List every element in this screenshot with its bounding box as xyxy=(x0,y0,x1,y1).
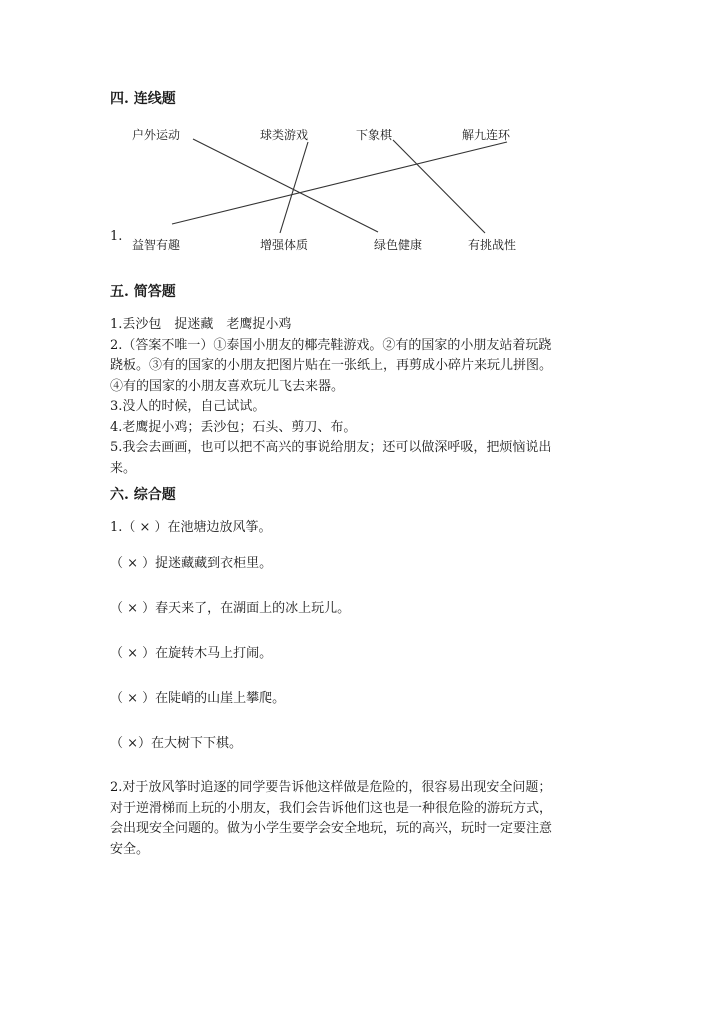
judgement-item: （ ×）在大树下下棋。 xyxy=(110,736,243,751)
answer-line: 2.对于放风筝时追逐的同学要告诉他这样做是危险的，很容易出现安全问题； xyxy=(110,780,552,795)
section4-heading: 四. 连线题 xyxy=(110,91,176,107)
answer-line: 来。 xyxy=(110,460,137,476)
bottom-node-healthy: 绿色健康 xyxy=(374,238,423,252)
answer-line: 对于逆滑梯而上玩的小朋友，我们会告诉他们这也是一种很危险的游玩方式， xyxy=(110,800,553,816)
top-node-nine-rings: 解九连环 xyxy=(462,128,511,142)
answer-line: 跷板。③有的国家的小朋友把图片贴在一张纸上，再剪成小碎片来玩儿拼图。 xyxy=(110,358,553,373)
bottom-node-challenging: 有挑战性 xyxy=(468,238,517,252)
judgement-item: （ × ）在旋转木马上打闹。 xyxy=(110,646,273,661)
bottom-node-educational: 益智有趣 xyxy=(132,238,181,252)
top-node-ball-games: 球类游戏 xyxy=(260,128,309,142)
section5-heading: 五. 简答题 xyxy=(110,284,176,300)
answer-line: 2.（答案不唯一）①泰国小朋友的椰壳鞋游戏。②有的国家的小朋友站着玩跷 xyxy=(110,337,552,353)
answer-line: ④有的国家的小朋友喜欢玩儿飞去来器。 xyxy=(110,378,345,394)
match-line-outdoor-green xyxy=(193,139,378,232)
top-node-outdoor-sports: 户外运动 xyxy=(132,128,181,142)
match-line-ball-fitness xyxy=(280,142,308,233)
bottom-node-fitness: 增强体质 xyxy=(260,238,309,252)
match-line-chess-challenge xyxy=(393,140,485,233)
answer-line: 会出现安全问题的。做为小学生要学会安全地玩，玩的高兴，玩时一定要注意 xyxy=(110,821,553,836)
judgement-item: （ × ）捉迷藏藏到衣柜里。 xyxy=(110,556,273,571)
judgement-item: 1.（ × ）在池塘边放风筝。 xyxy=(110,520,272,535)
question-number: 1. xyxy=(110,229,123,244)
answer-line: 3.没人的时候，自己试试。 xyxy=(110,399,266,414)
top-node-chess: 下象棋 xyxy=(356,128,393,142)
safety-answer-block xyxy=(110,778,610,860)
answer-line: 5.我会去画画，也可以把不高兴的事说给朋友；还可以做深呼吸，把烦恼说出 xyxy=(110,440,552,455)
answer-line: 1.丢沙包 捉迷藏 老鹰捉小鸡 xyxy=(110,317,292,332)
short-answer-block xyxy=(110,315,610,479)
judgement-item: （ × ）在陡峭的山崖上攀爬。 xyxy=(110,691,286,706)
answer-line: 4.老鹰捉小鸡；丢沙包；石头、剪刀、布。 xyxy=(110,419,357,435)
answer-line: 安全。 xyxy=(110,841,150,857)
section6-heading: 六. 综合题 xyxy=(110,487,176,503)
judgement-item: （ × ）春天来了，在湖面上的冰上玩儿。 xyxy=(110,601,351,616)
